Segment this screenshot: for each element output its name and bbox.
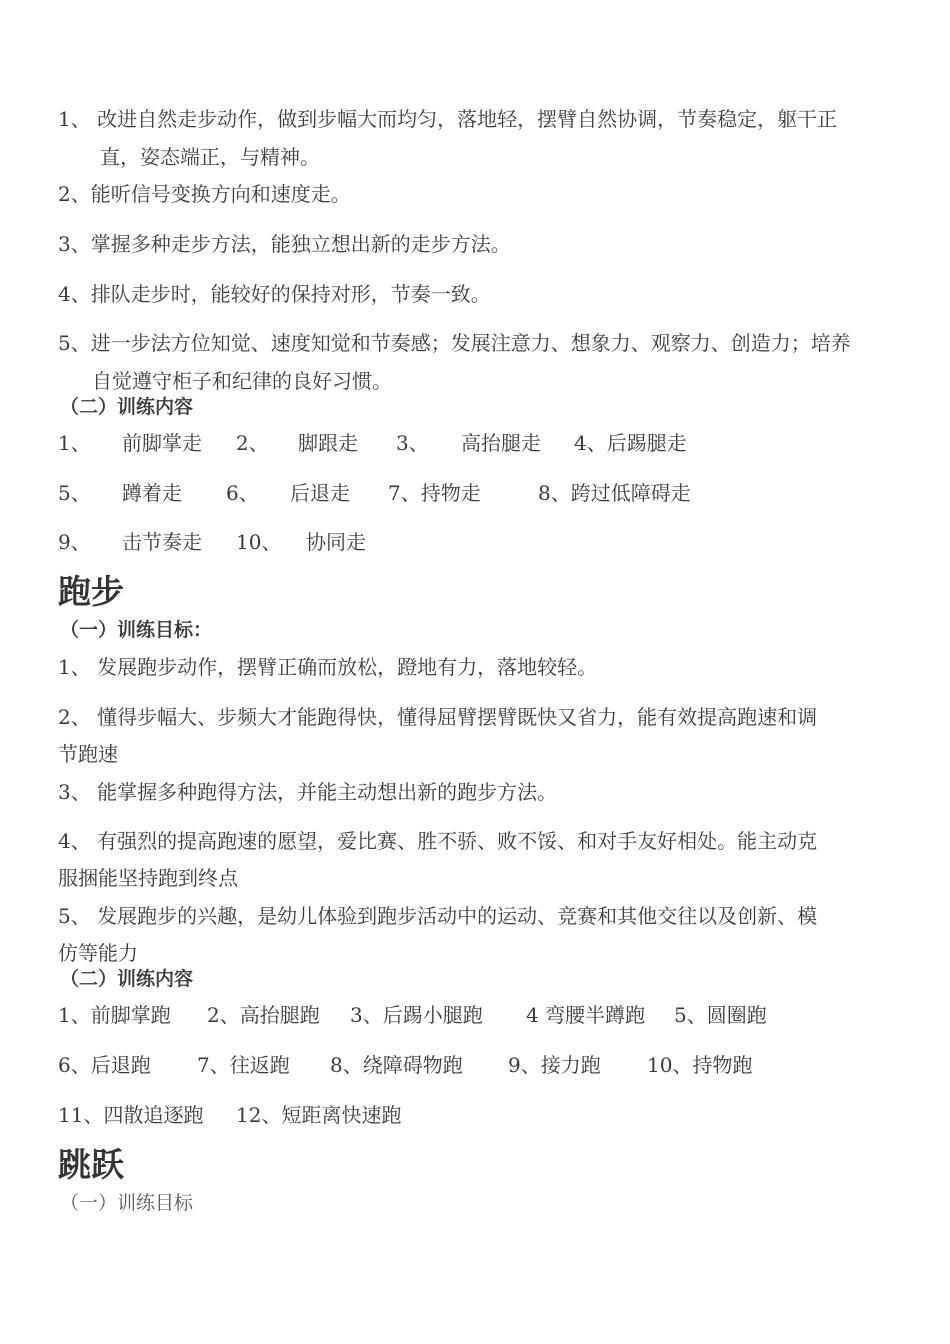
list-item: 脚跟走 <box>298 431 358 455</box>
run-goals-heading: （一）训练目标： <box>60 619 213 641</box>
run-goal-4: 4、 有强烈的提高跑速的愿望，爱比赛、胜不骄、败不馁、和对手友好相处。能主动克 <box>58 829 818 853</box>
list-item: 6、后退跑 <box>58 1053 151 1077</box>
list-item: 7、持物走 <box>388 481 481 505</box>
list-item: 协同走 <box>306 530 366 554</box>
run-goal-2: 2、 懂得步幅大、步频大才能跑得快，懂得屈臂摆臂既快又省力，能有效提高跑速和调 <box>58 705 818 729</box>
list-item: 5、圆圈跑 <box>674 1003 767 1027</box>
run-content-heading: （二）训练内容 <box>60 968 194 990</box>
list-item: 8、绕障碍物跑 <box>330 1053 463 1077</box>
walk-goal-1: 1、 改进自然走步动作，做到步幅大而均匀，落地轻，摆臂自然协调，节奏稳定，躯干正 <box>58 107 838 131</box>
walk-content-heading: （二）训练内容 <box>60 396 194 418</box>
list-item: 击节奏走 <box>122 530 202 554</box>
list-item: 前脚掌走 <box>122 431 202 455</box>
list-item: 3、后踢小腿跑 <box>350 1003 483 1027</box>
walk-goal-2: 2、能听信号变换方向和速度走。 <box>58 182 351 206</box>
walk-goal-3: 3、掌握多种走步方法，能独立想出新的走步方法。 <box>58 232 511 256</box>
list-item: 6、 <box>226 481 259 505</box>
run-goal-3: 3、 能掌握多种跑得方法，并能主动想出新的跑步方法。 <box>58 780 558 804</box>
list-item: 1、前脚掌跑 <box>58 1003 171 1027</box>
list-item: 5、 <box>58 481 91 505</box>
walk-goal-1-cont: 直，姿态端正，与精神。 <box>100 145 320 169</box>
list-item: 9、接力跑 <box>508 1053 601 1077</box>
list-item: 11、四散追逐跑 <box>58 1103 204 1127</box>
list-item: 4 弯腰半蹲跑 <box>526 1003 646 1027</box>
section-title-jump: 跳跃 <box>58 1145 124 1184</box>
run-goal-2-cont: 节跑速 <box>58 742 118 766</box>
list-item: 7、往返跑 <box>197 1053 290 1077</box>
list-item: 9、 <box>58 530 91 554</box>
list-item: 12、短距离快速跑 <box>236 1103 402 1127</box>
list-item: 高抬腿走 <box>461 431 541 455</box>
list-item: 蹲着走 <box>122 481 182 505</box>
walk-goal-5-cont: 自觉遵守柜子和纪律的良好习惯。 <box>92 369 392 393</box>
section-title-run: 跑步 <box>58 572 124 611</box>
walk-goal-5: 5、进一步法方位知觉、速度知觉和节奏感；发展注意力、想象力、观察力、创造力；培养 <box>58 331 851 355</box>
list-item: 1、 <box>58 431 91 455</box>
run-goal-1: 1、 发展跑步动作，摆臂正确而放松，蹬地有力，落地较轻。 <box>58 655 598 679</box>
list-item: 8、跨过低障碍走 <box>538 481 691 505</box>
list-item: 10、持物跑 <box>647 1053 753 1077</box>
list-item: 4、后踢腿走 <box>574 431 687 455</box>
list-item: 3、 <box>396 431 429 455</box>
jump-goals-heading: （一）训练目标 <box>60 1192 194 1214</box>
run-goal-5: 5、 发展跑步的兴趣，是幼儿体验到跑步活动中的运动、竞赛和其他交往以及创新、模 <box>58 904 818 928</box>
list-item: 2、高抬腿跑 <box>207 1003 320 1027</box>
run-goal-4-cont: 服捆能坚持跑到终点 <box>58 866 238 890</box>
run-goal-5-cont: 仿等能力 <box>58 941 138 965</box>
walk-goal-4: 4、排队走步时，能较好的保持对形，节奏一致。 <box>58 282 491 306</box>
list-item: 10、 <box>236 530 282 554</box>
list-item: 后退走 <box>290 481 350 505</box>
list-item: 2、 <box>236 431 269 455</box>
